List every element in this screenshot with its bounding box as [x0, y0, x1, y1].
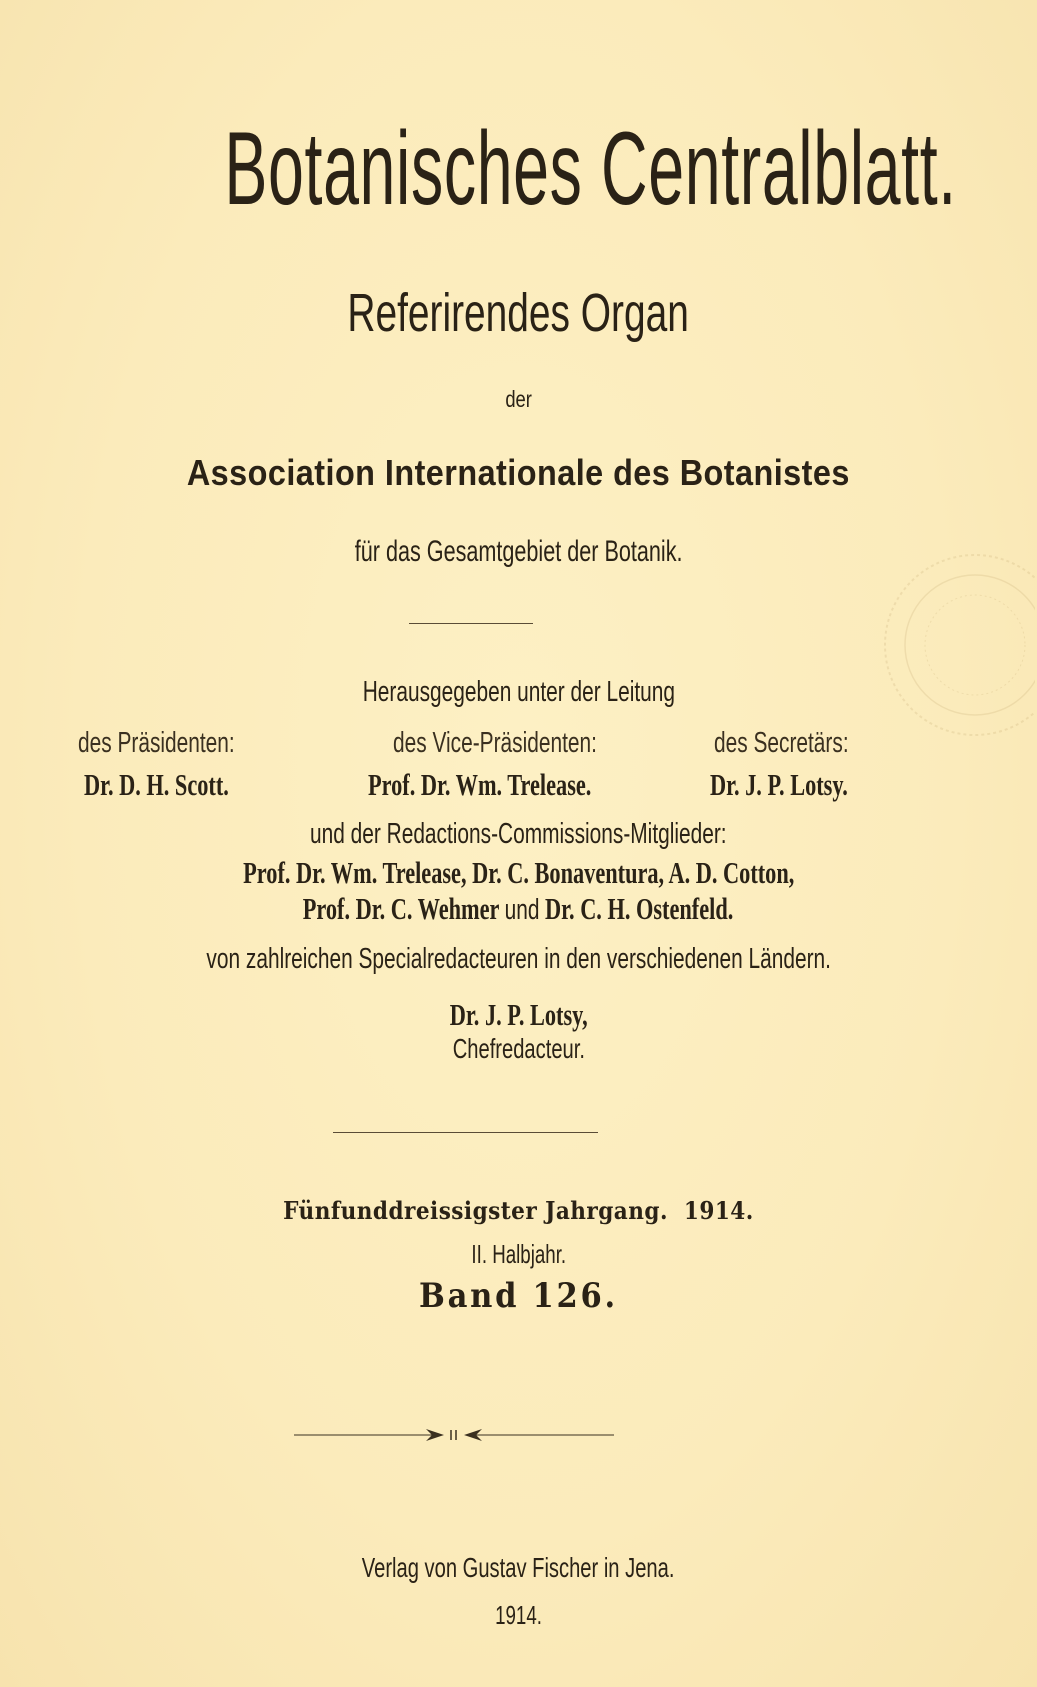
- band-number: Band 126.: [419, 1276, 618, 1316]
- divider-rule: [409, 623, 533, 624]
- officer-role-secretary: des Secretärs:: [714, 727, 849, 759]
- officer-role-president: des Präsidenten:: [78, 727, 235, 759]
- member-wehmer: Prof. Dr. C. Wehmer: [303, 891, 500, 926]
- divider-rule: [333, 1132, 598, 1133]
- conjunction-und: und: [505, 894, 540, 926]
- half-year-label: II. Halbjahr.: [471, 1239, 566, 1269]
- special-editors-line: von zahlreichen Specialredacteuren in den verschiedenen Ländern.: [206, 943, 831, 975]
- volume-year-line: Fünfunddreissigster Jahrgang. 1914.: [283, 1196, 754, 1225]
- publisher-imprint: Verlag von Gustav Fischer in Jena.: [362, 1552, 675, 1583]
- officer-name-vice-president: Prof. Dr. Wm. Trelease.: [368, 767, 592, 802]
- connector-text: der: [505, 386, 532, 412]
- commission-members-line-2: [0, 891, 1037, 927]
- editorship-intro: Herausgegeben unter der Leitung: [362, 676, 675, 708]
- ornamental-divider-icon: [254, 1424, 654, 1446]
- journal-subtitle: Referirendes Organ: [347, 283, 690, 343]
- journal-scope: für das Gesamtgebiet der Botanik.: [354, 535, 683, 568]
- publication-year: 1914.: [495, 1600, 542, 1630]
- chief-editor-role: Chefredacteur.: [452, 1033, 585, 1064]
- officer-name-secretary: Dr. J. P. Lotsy.: [710, 767, 848, 802]
- commission-intro: und der Redactions-Commissions-Mitglieder:: [310, 818, 727, 850]
- chief-editor-name: Dr. J. P. Lotsy,: [449, 997, 588, 1032]
- journal-title: Botanisches Centralblatt.: [224, 111, 957, 227]
- officer-name-president: Dr. D. H. Scott.: [84, 767, 229, 802]
- officer-role-vice-president: des Vice-Präsidenten:: [393, 727, 597, 759]
- commission-members-line-1: Prof. Dr. Wm. Trelease, Dr. C. Bonaventura, A. D. Cotton,: [242, 855, 795, 890]
- association-name: Association Internationale des Botanistes: [186, 452, 850, 493]
- member-ostenfeld: Dr. C. H. Ostenfeld.: [545, 891, 734, 926]
- library-embossed-stamp: [880, 545, 1035, 745]
